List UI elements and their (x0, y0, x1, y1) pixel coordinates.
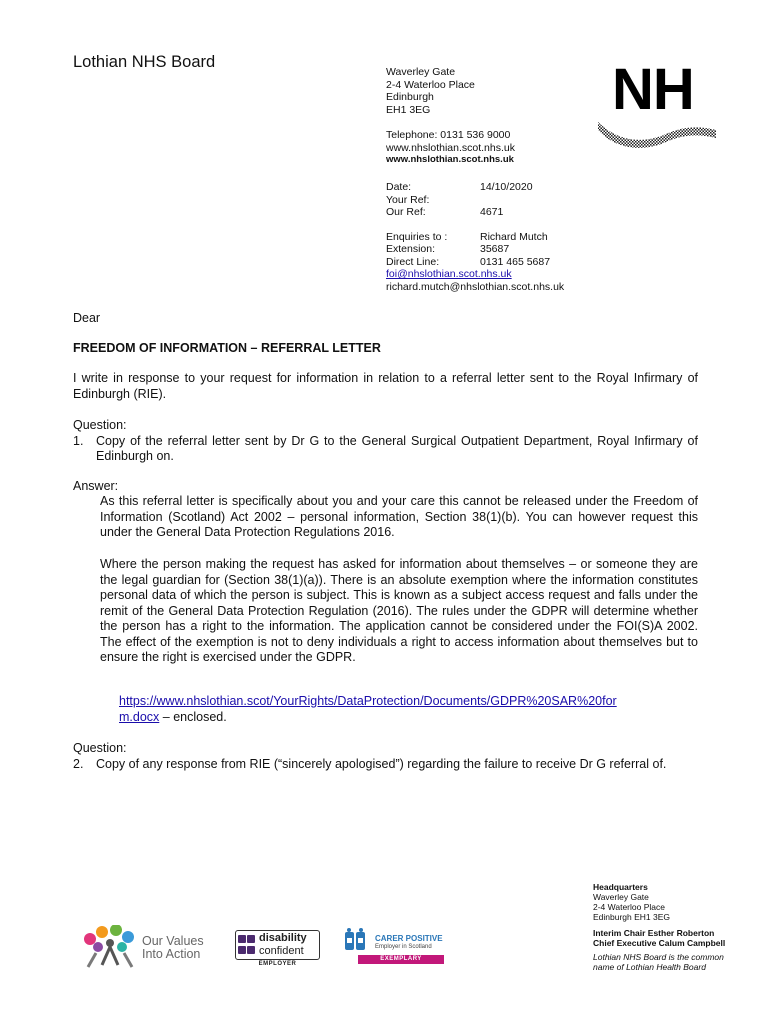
carer-positive-icon (343, 928, 373, 956)
hq-address-line: Edinburgh EH1 3EG (593, 912, 671, 922)
reference-block (386, 181, 564, 293)
nhs-logo-wave-icon (596, 57, 716, 150)
address-line: Waverley Gate (386, 66, 456, 78)
answer-paragraph-2: Where the person making the request has asked for information about themselves – or someone they are the legal guardian for (Section 38(1)(a)). There is an absolute exemption where the information constitutes personal data of which the person is subject. This is known as a subject access request and falls under the remit of the General Data Protection Regulation (2016). The rules under the GDPR will determine whether the person has a right to the information. The application cannot be considered under the FOI(S)A 2002. The effect of the exemption is not to deny individuals a right to access information about themselves but to ensure the right is exercised under the GDPR. (100, 557, 698, 664)
footer-headquarters (593, 882, 725, 972)
question-2-label: Question: (73, 741, 127, 755)
our-ref-label: Our Ref: (386, 206, 426, 218)
answer-paragraph-1: As this referral letter is specifically about you and your care this cannot be released under the Freedom of Information (Scotland) Act 2002 – personal information, Section 38(1)(b). You can however request this under the General Data Protection Regulations 2016. (100, 494, 698, 539)
question-1 (73, 418, 698, 465)
organisation-name: Lothian NHS Board (73, 53, 216, 71)
question-2 (73, 741, 698, 772)
dc-title: disability (259, 932, 307, 944)
enquiries-value: Richard Mutch (480, 230, 548, 243)
question-1-text: Copy of the referral letter sent by Dr G to the General Surgical Outpatient Department, Royal Infirmary of Edinburgh on. (96, 433, 698, 463)
disability-icons (238, 933, 256, 957)
carer-positive-logo (343, 928, 447, 968)
question-2-number: 2. (73, 756, 84, 771)
direct-line-label: Direct Line: (386, 255, 440, 268)
gdpr-link-paragraph (92, 694, 692, 725)
extension-label: Extension: (386, 243, 436, 255)
people-circles-icon (80, 925, 140, 970)
question-2-text: Copy of any response from RIE (“sincerely apologised”) regarding the failure to receive Dr G referral of. (96, 756, 667, 771)
answer-label: Answer: (73, 479, 119, 493)
our-ref-value: 4671 (480, 206, 504, 218)
address-line: Edinburgh (386, 91, 434, 103)
dc-subtitle: confident (259, 945, 304, 957)
carer-positive-title: CARER POSITIVE (375, 934, 443, 943)
letter-title: FREEDOM OF INFORMATION – REFERRAL LETTER (73, 341, 381, 355)
chief-executive-name: Chief Executive Calum Campbell (593, 938, 726, 948)
nhs-logo-text: NH (612, 57, 694, 122)
telephone: Telephone: 0131 536 9000 (386, 129, 511, 141)
disability-confident-logo (235, 930, 320, 968)
foi-email-link[interactable]: foi@nhslothian.scot.nhs.uk (386, 268, 512, 280)
question-1-label: Question: (73, 418, 127, 432)
hq-address-line: 2-4 Waterloo Place (593, 902, 665, 912)
board-note-line: name of Lothian Health Board (593, 962, 706, 972)
values-line: Into Action (142, 947, 201, 961)
address-line: EH1 3EG (386, 103, 431, 116)
chair-name: Interim Chair Esther Roberton (593, 928, 715, 938)
carer-positive-subtitle: Employer in Scotland (375, 944, 432, 950)
intro-paragraph: I write in response to your request for information in relation to a referral letter sent to the Royal Infirmary of Edinburgh (RIE). (73, 371, 698, 401)
hq-address-line: Waverley Gate (593, 892, 649, 902)
website-bold: www.nhslothian.scot.nhs.uk (386, 154, 514, 165)
board-note-line: Lothian NHS Board is the common (593, 952, 724, 962)
gdpr-form-link[interactable]: https://www.nhslothian.scot/YourRights/DataProtection/Documents/GDPR%20SAR%20for (119, 694, 617, 708)
exemplary-label: EXEMPLARY (380, 956, 422, 962)
hq-title: Headquarters (593, 882, 648, 892)
enclosed-text: – enclosed. (159, 709, 227, 724)
gdpr-form-link-end[interactable]: m.docx (119, 709, 160, 724)
values-text (142, 935, 204, 961)
question-1-number: 1. (73, 433, 84, 448)
extension-value: 35687 (480, 243, 510, 255)
address-line: 2-4 Waterloo Place (386, 78, 475, 91)
enquiries-label: Enquiries to : (386, 230, 448, 243)
sender-address (386, 66, 515, 167)
dc-employer: EMPLOYER (258, 961, 297, 967)
date-label: Date: (386, 181, 412, 193)
date-value: 14/10/2020 (480, 181, 533, 193)
nhs-logo (596, 57, 716, 150)
website: www.nhslothian.scot.nhs.uk (386, 141, 515, 154)
values-line: Our Values (142, 934, 204, 948)
your-ref-label: Your Ref: (386, 193, 430, 206)
salutation: Dear (73, 311, 101, 325)
direct-line-value: 0131 465 5687 (480, 255, 551, 268)
contact-email: richard.mutch@nhslothian.scot.nhs.uk (386, 280, 565, 293)
